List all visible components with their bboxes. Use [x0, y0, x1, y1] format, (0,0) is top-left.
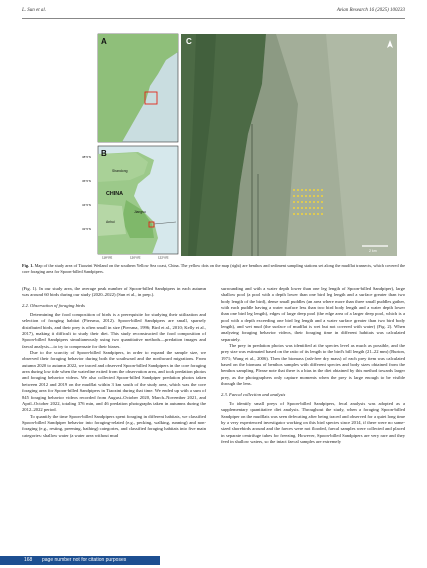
- section-2-2-title: 2.2. Observation of foraging birds: [22, 302, 85, 308]
- figure-caption-label: Fig. 1.: [22, 263, 34, 268]
- left-paragraph-4: To quantify the time Spoon-billed Sandpipers spent foraging in different habitats, we classified Spoon-billed Sandpiper behavior into foraging-related (e.g., pecking, walking, running) and non-foraging (e.g., resting, preening, bathing) categories, and classified foraging habitats into five main categories: shallow water (a water area without mud: [22, 413, 206, 438]
- panel-b-letter: B: [101, 149, 107, 158]
- header-journal: Avian Research 16 (2025) 100233: [336, 8, 405, 13]
- right-column: [221, 286, 405, 445]
- left-paragraph-1: (Fig. 1). In our study area, the average peak number of Spoon-billed Sandpipers in each autumn was around 60 birds during our study (2020–2022) (Sun et al., in prep.).: [22, 286, 206, 298]
- right-paragraph-3: To identify small preys of Spoon-billed Sandpipers, fecal analysis was adopted as a supplementary quantitative diet analysis. Throughout the study, when a foraging Spoon-billed Sandpiper on the mudflats was seen defecating after being traced and observed for a quiet long time by a very experienced investigator working on this bird species since 2014, if there were no same-sized shorebirds around and the faeces were not flooded, faecal samples were collected and placed in separate centrifuge tubes for freezing. However, Spoon-billed Sandpipers are very rare and they feed in shallow waters, so the intact faecal samples are extremely: [221, 400, 405, 444]
- panel-a-map: [98, 34, 178, 142]
- figure-caption-text: Map of the study area of Tiaozini Wetland on the southern Yellow Sea coast, China. The yellow dots on the map (right) are benthos and sediment sampling stations set along the mudflat transects, which covered the core foraging area for Spoon-billed Sandpipers.: [22, 263, 406, 274]
- right-paragraph-2: The prey in predation photos was identified at the species level as much as possible, and the prey size was estimated based on the ratio of its length to the bird's bill length (21–22 mm) (Burton, 1971; Wang et al., 2006). Then the biomass (ash-free dry mass) of each prey item was calculated based on the biomass of benthos samples with different species and body sizes obtained from the benthos sampling. Please note that there is a bias in the diet obtained by this method towards larger prey, as the photographers only capture moments when the prey is large enough to be visible through the lens.: [221, 343, 405, 387]
- left-paragraph-3: Due to the scarcity of Spoon-billed Sandpipers, in order to expand the sample size, we observed their foraging behavior during both the southward and the northward migrations. From autumn 2020 to autumn 2022, we traced and observed Spoon-billed Sandpipers in the core foraging area during low tide when the waterline exited from the observation area, and took predation photos and foraging behavior videos. We also collected Spoon-billed Sandpiper predation photos taken between 2012 and 2019 on the mudflat within 3 km south of the study area, which was the core foraging area for Spoon-billed Sandpipers in Tiaozini during that time. We ended up with a sum of 845 foraging behavior videos recorded from August–October 2020, March–November 2021, and April–October 2022, totaling 376 min, and 46 predation photographs taken in autumns during the 2012–2022 period.: [22, 350, 206, 413]
- label-anhui: Anhui: [106, 220, 115, 224]
- panel-b-map: [82, 146, 178, 260]
- lat-34: 34°0'N: [82, 203, 91, 207]
- left-paragraph-2: Determining the food composition of birds is a prerequisite for studying their utilization and selection of foraging habitat (Piersma, 2012). Spoon-billed Sandpipers are small, sparsely distributed birds, and their prey is often small in size (Piersma, 1996; Bird et al., 2010; Kelly et al., 2017), making it difficult to study their diet. This study reconstructed the food composition of Spoon-billed Sandpipers simultaneously using two quantitative methods—predation images and faecal analysis—to try to compensate for their biases.: [22, 312, 206, 349]
- panel-c-letter: C: [186, 37, 192, 46]
- footer-note: page number not for citation purposes: [42, 557, 127, 563]
- footer-page-number: 168: [24, 557, 33, 563]
- label-china: CHINA: [106, 191, 124, 197]
- lat-36: 36°0'N: [82, 179, 91, 183]
- header-authors: L. Sun et al.: [22, 8, 47, 13]
- lon-122: 122°0'E: [158, 255, 169, 260]
- figure-caption: [22, 263, 405, 274]
- running-header: [22, 8, 405, 18]
- left-column: [22, 286, 206, 439]
- lon-118: 118°0'E: [102, 255, 113, 260]
- figure-1: [26, 24, 401, 260]
- lat-38: 38°0'N: [82, 155, 91, 159]
- right-paragraph-1: surrounding and with a water depth lower than one leg length of Spoon-billed Sandpiper), large shallow pool (a pool with a depth lower than one bird leg length and a surface greater than two body length of the bird), dense small puddles (an area where more than three small puddles gather, with each puddle having a water surface less than two bird body length and a water depth lower than one bird leg length), edges of large deep pool (the edge area of a larger deep pool, which is a pool with a depth exceeding one bird leg length and a water surface greater than two bird body length), and wet mud (the surface of mudflat is wet but not covered with water) (Fig. 2). When analyzing foraging behavior videos, their foraging time in different habitats was calculated separately.: [221, 286, 405, 342]
- panel-a-letter: A: [101, 37, 107, 46]
- label-jiangsu: Jiangsu: [134, 210, 146, 214]
- label-shandong: Shandong: [112, 169, 128, 173]
- scale-bar-label: 2 km: [369, 249, 377, 253]
- page-footer: [0, 553, 427, 568]
- lat-32: 32°0'N: [82, 227, 91, 231]
- panel-c-satellite: [181, 34, 397, 256]
- lon-120: 120°0'E: [130, 255, 141, 260]
- section-2-3-title: 2.3. Faecal collection and analysis: [221, 391, 286, 397]
- header-divider: [22, 18, 405, 19]
